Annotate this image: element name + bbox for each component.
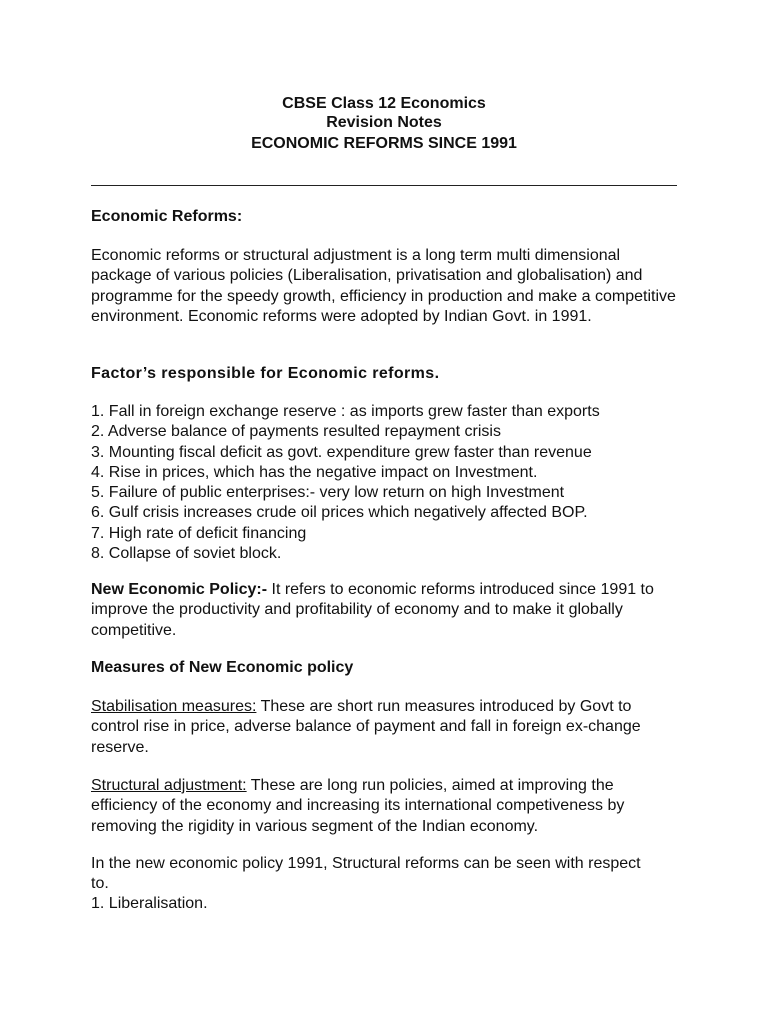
list-item: 8. Collapse of soviet block.	[91, 545, 282, 563]
list-item: 1. Fall in foreign exchange reserve : as imports grew faster than exports	[91, 403, 600, 420]
doc-title-line3: ECONOMIC REFORMS SINCE 1991	[251, 135, 517, 152]
list-item: 7. High rate of deficit financing	[91, 524, 307, 542]
heading-economic-reforms: Economic Reforms:	[91, 208, 243, 225]
heading-factors: Factor’s responsible for Economic reforms.	[91, 365, 440, 382]
list-item: 3. Mounting fiscal deficit as govt. expenditure grew faster than revenue	[91, 443, 592, 461]
doc-title-line1: CBSE Class 12 Economics	[282, 95, 486, 112]
list-item: 2. Adverse balance of payments resulted repayment crisis	[91, 423, 501, 441]
heading-measures: Measures of New Economic policy	[91, 659, 354, 676]
doc-title-line2: Revision Notes	[326, 114, 442, 131]
paragraph-new-economic-policy	[91, 580, 661, 641]
factors-list	[91, 402, 691, 564]
paragraph-stabilisation	[91, 697, 661, 758]
list-item: 1. Liberalisation.	[91, 895, 208, 912]
term-structural: Structural adjustment:	[91, 777, 247, 794]
list-item: 6. Gulf crisis increases crude oil prices which negatively affected BOP.	[91, 504, 588, 522]
divider	[91, 185, 677, 186]
definition-structural: These are long run policies, aimed at improving the efficiency of the economy and increasing its international competiveness by removing the rigidity in various segment of the Indian economy.	[91, 777, 625, 835]
list-item: 4. Rise in prices, which has the negative impact on Investment.	[91, 463, 538, 481]
definition-stabilisation: These are short run measures introduced by Govt to control rise in price, adverse balance of payment and fall in foreign ex-change reserve.	[91, 698, 641, 756]
term-new-economic-policy: New Economic Policy:-	[91, 581, 268, 598]
paragraph-closing: In the new economic policy 1991, Structural reforms can be seen with respect to.	[91, 855, 641, 893]
term-stabilisation: Stabilisation measures:	[91, 698, 257, 715]
paragraph-structural	[91, 776, 671, 837]
list-item: 5. Failure of public enterprises:- very low return on high Investment	[91, 484, 565, 502]
paragraph-economic-reforms: Economic reforms or structural adjustment is a long term multi dimensional package of various policies (Liberalisation, privatisation and globalisation) and programme for the speedy growth, efficiency in production and make a competitive environment. Economic reforms were adopted by Indian Govt. in 1991.	[91, 247, 676, 325]
definition-new-economic-policy: It refers to economic reforms introduced since 1991 to improve the productivity and profitability of economy and to make it globally competitive.	[91, 581, 654, 639]
